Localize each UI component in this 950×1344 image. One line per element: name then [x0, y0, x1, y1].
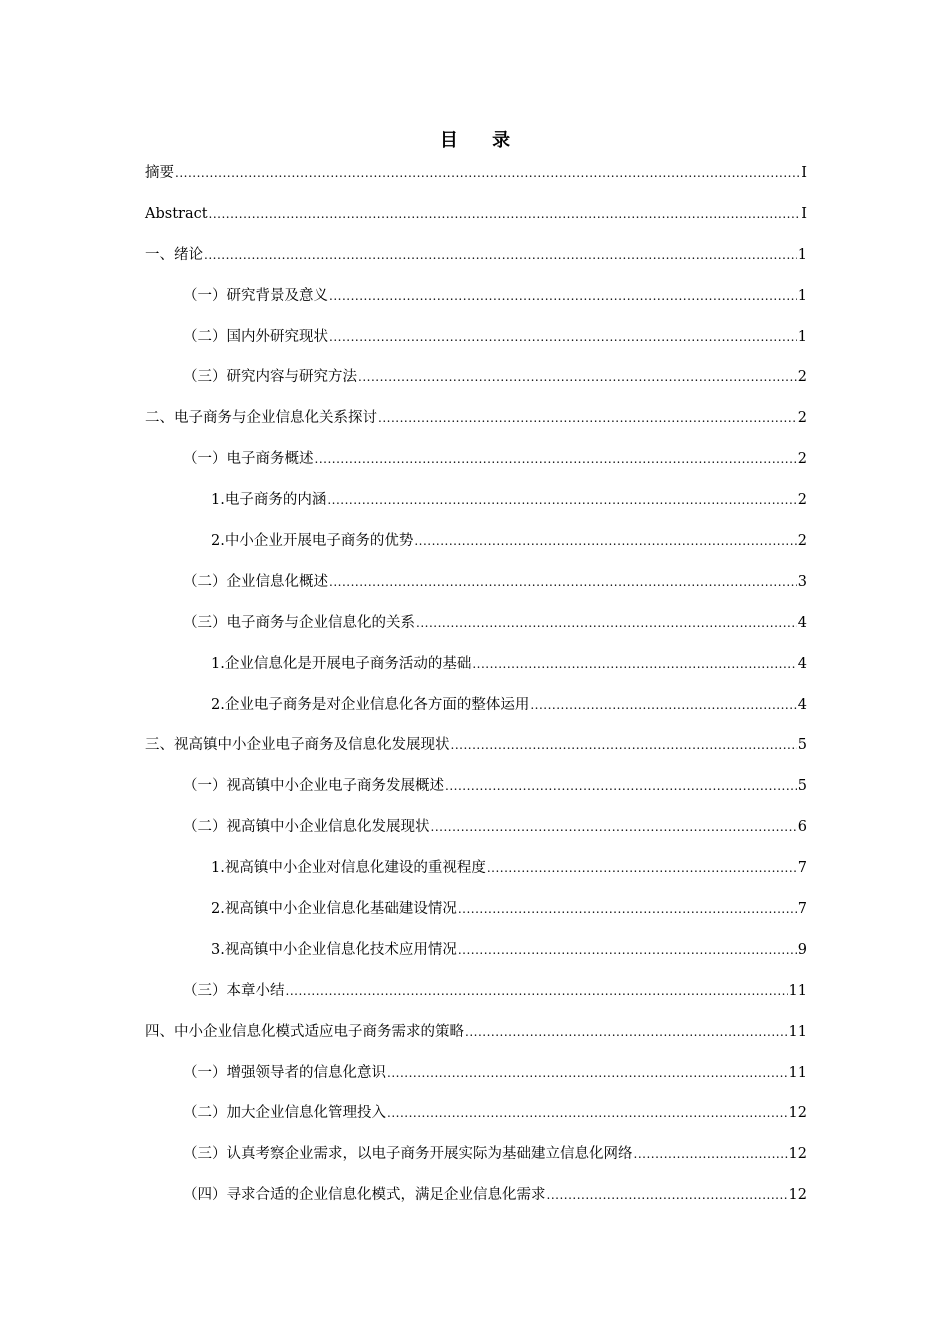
toc-entry-label: 2.中小企业开展电子商务的优势	[211, 533, 414, 550]
toc-entry[interactable]	[145, 364, 807, 405]
toc-entry-page: 12	[788, 1105, 807, 1122]
toc-entry-label: （三）本章小结	[183, 982, 285, 999]
toc-entry[interactable]	[145, 405, 807, 446]
toc-entry[interactable]	[145, 855, 807, 896]
toc-dot-leader	[329, 569, 797, 595]
toc-entry-label: 摘要	[145, 165, 174, 181]
toc-entry-label: 1.企业信息化是开展电子商务活动的基础	[211, 655, 472, 672]
toc-entry[interactable]	[145, 160, 807, 201]
toc-entry-page: 1	[797, 328, 807, 345]
toc-entry-label: 3.视高镇中小企业信息化技术应用情况	[211, 941, 457, 958]
toc-entry-page: 11	[788, 982, 807, 999]
toc-entry-label: （一）电子商务概述	[183, 451, 314, 468]
toc-entry[interactable]	[145, 692, 807, 733]
toc-entry[interactable]	[145, 1060, 807, 1101]
toc-entry-label: （一）增强领导者的信息化意识	[183, 1064, 386, 1081]
toc-entry-page: 2	[797, 410, 807, 427]
toc-entry-label: 1.电子商务的内涵	[211, 492, 327, 509]
toc-dot-leader	[315, 446, 797, 472]
toc-entry-page: 4	[797, 696, 807, 713]
toc-dot-leader	[465, 1019, 788, 1045]
toc-entry[interactable]	[145, 242, 807, 283]
toc-entry[interactable]	[145, 569, 807, 610]
toc-entry-page: 5	[797, 737, 807, 754]
toc-entry-page: 3	[797, 573, 807, 590]
toc-entry-page: 4	[797, 614, 807, 631]
toc-entry-label: （二）视高镇中小企业信息化发展现状	[183, 819, 430, 836]
toc-entry[interactable]	[145, 651, 807, 692]
toc-entry-page: 2	[797, 533, 807, 550]
toc-entry[interactable]	[145, 446, 807, 487]
toc-entry-page: 12	[788, 1187, 807, 1204]
toc-entry[interactable]	[145, 1182, 807, 1223]
toc-entry-page: 11	[788, 1064, 807, 1081]
toc-entry[interactable]	[145, 773, 807, 814]
toc-entry[interactable]	[145, 324, 807, 365]
toc-entry[interactable]	[145, 732, 807, 773]
toc-entry[interactable]	[145, 1019, 807, 1060]
toc-dot-leader	[175, 160, 800, 186]
toc-entry-page: 7	[797, 901, 807, 918]
toc-dot-leader	[327, 487, 796, 513]
toc-entry-label: （四）寻求合适的企业信息化模式，满足企业信息化需求	[183, 1187, 546, 1204]
toc-entry-page: 2	[797, 492, 807, 509]
toc-dot-leader	[547, 1182, 788, 1208]
toc-dot-leader	[472, 651, 796, 677]
toc-entry[interactable]	[145, 937, 807, 978]
toc-dot-leader	[414, 528, 796, 554]
toc-entry-label: （三）认真考察企业需求，以电子商务开展实际为基础建立信息化网络	[183, 1146, 633, 1163]
toc-entry-label: 一、绪论	[145, 246, 203, 263]
toc-dot-leader	[204, 242, 797, 268]
toc-dot-leader	[358, 364, 797, 390]
toc-entry-label: 1.视高镇中小企业对信息化建设的重视程度	[211, 860, 486, 877]
toc-dot-leader	[209, 201, 801, 227]
toc-entry-label: 2.企业电子商务是对企业信息化各方面的整体运用	[211, 696, 530, 713]
toc-title: 目 录	[439, 130, 525, 151]
toc-entry-label: （三）研究内容与研究方法	[183, 369, 357, 386]
toc-entry-label: 二、电子商务与企业信息化关系探讨	[145, 410, 377, 427]
toc-entry-label: 三、视高镇中小企业电子商务及信息化发展现状	[145, 737, 450, 754]
toc-dot-leader	[530, 692, 796, 718]
toc-entry-page: 6	[797, 819, 807, 836]
toc-dot-leader	[416, 610, 797, 636]
toc-entry[interactable]	[145, 1141, 807, 1182]
toc-entry[interactable]	[145, 1100, 807, 1141]
toc-dot-leader	[487, 855, 797, 881]
toc-entry-page: 2	[797, 369, 807, 386]
toc-dot-leader	[431, 814, 797, 840]
toc-entry-page: 12	[788, 1146, 807, 1163]
toc-dot-leader	[445, 773, 797, 799]
toc-dot-leader	[634, 1141, 788, 1167]
toc-dot-leader	[458, 937, 797, 963]
toc-entry[interactable]	[145, 487, 807, 528]
toc-entry[interactable]	[145, 814, 807, 855]
toc-entry[interactable]	[145, 610, 807, 651]
toc-dot-leader	[387, 1060, 788, 1086]
toc-entry-page: 2	[797, 451, 807, 468]
toc-dot-leader	[451, 732, 797, 758]
toc-entry[interactable]	[145, 201, 807, 242]
toc-entry[interactable]	[145, 978, 807, 1019]
toc-entry-label: Abstract	[145, 205, 208, 222]
toc-dot-leader	[329, 324, 797, 350]
toc-dot-leader	[286, 978, 788, 1004]
toc-entry-label: （三）电子商务与企业信息化的关系	[183, 614, 415, 631]
toc-dot-leader	[378, 405, 797, 431]
toc-dot-leader	[329, 283, 797, 309]
toc-entry[interactable]	[145, 896, 807, 937]
table-of-contents	[145, 160, 807, 1223]
toc-entry-label: 2.视高镇中小企业信息化基础建设情况	[211, 901, 457, 918]
toc-entry-label: （一）研究背景及意义	[183, 287, 328, 304]
toc-entry-page: 4	[797, 655, 807, 672]
toc-entry-page: 1	[797, 246, 807, 263]
toc-entry-label: （二）国内外研究现状	[183, 328, 328, 345]
toc-entry-label: （二）企业信息化概述	[183, 573, 328, 590]
toc-entry-label: （一）视高镇中小企业电子商务发展概述	[183, 778, 444, 795]
toc-entry-page: I	[801, 165, 807, 181]
toc-dot-leader	[458, 896, 797, 922]
toc-entry-page: 7	[797, 860, 807, 877]
toc-dot-leader	[387, 1100, 788, 1126]
toc-entry-label: （二）加大企业信息化管理投入	[183, 1105, 386, 1122]
toc-entry[interactable]	[145, 528, 807, 569]
toc-entry-page: I	[801, 205, 807, 222]
toc-entry-page: 5	[797, 778, 807, 795]
toc-entry-page: 1	[797, 287, 807, 304]
toc-entry[interactable]	[145, 283, 807, 324]
toc-entry-label: 四、中小企业信息化模式适应电子商务需求的策略	[145, 1023, 464, 1040]
toc-entry-page: 11	[788, 1023, 807, 1040]
toc-entry-page: 9	[797, 941, 807, 958]
